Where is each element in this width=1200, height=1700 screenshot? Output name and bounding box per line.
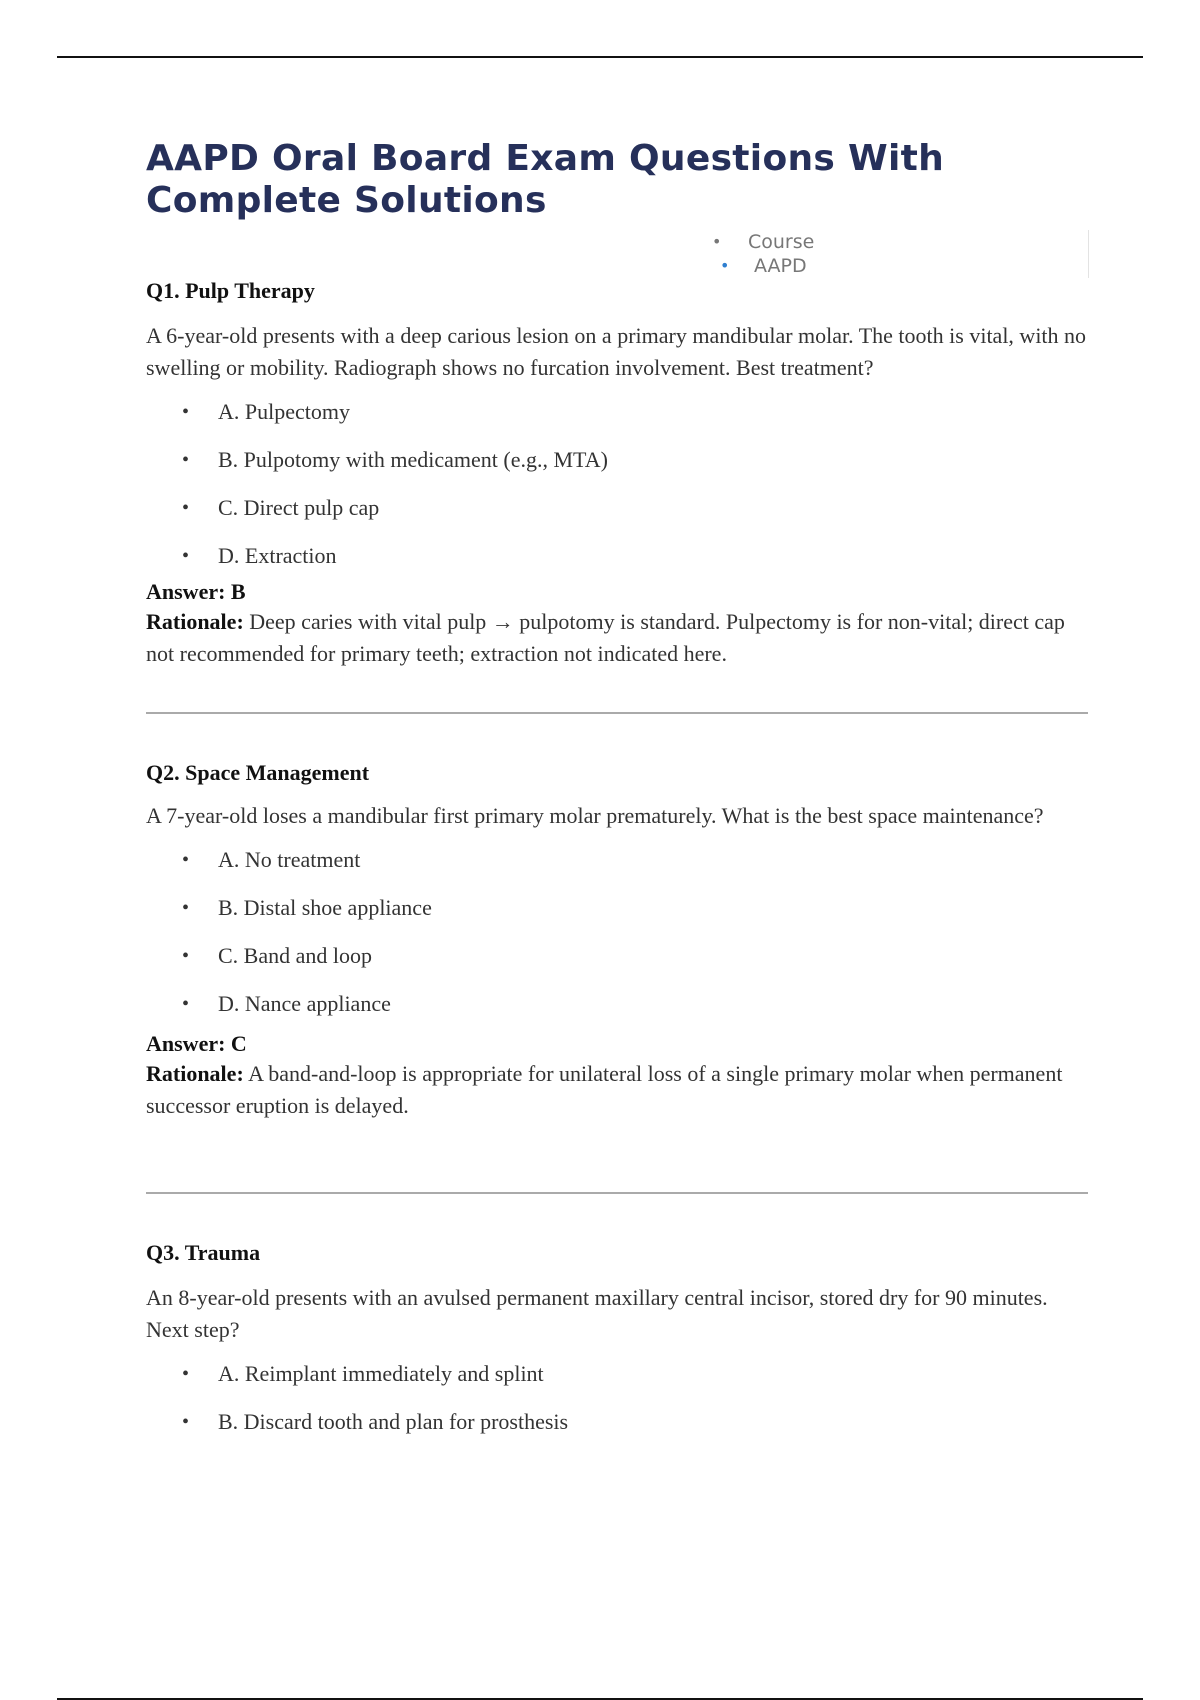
question-title: Q1. Pulp Therapy [146,278,315,303]
rationale-text: A band-and-loop is appropriate for unilateral loss of a single primary molar when permanent successor eruption is delayed. [146,1061,1063,1118]
question-title: Q2. Space Management [146,760,370,785]
page-title: AAPD Oral Board Exam Questions With Complete Solutions [146,138,945,221]
bullet-icon: • [182,1363,190,1385]
option-item: • A. Reimplant immediately and splint [182,1361,544,1386]
top-rule [57,56,1143,58]
bullet-icon: • [182,497,190,519]
bullet-icon: • [712,232,722,251]
answer: Answer: C [146,1031,247,1056]
document-body [146,138,1088,1434]
rationale-text: Deep caries with vital pulp → pulpotomy is standard. Pulpectomy is for non-vital; direct cap not recommended for primary teeth; extraction not indicated here. [146,609,1065,666]
bullet-icon: • [182,1411,190,1433]
answer: Answer: B [146,579,246,604]
question-1 [146,278,1088,670]
breadcrumb-item-aapd[interactable]: • AAPD [720,255,807,277]
question-text: A 7-year-old loses a mandibular first primary molar prematurely. What is the best space maintenance? [146,803,1044,828]
option-item: • C. Direct pulp cap [182,495,380,520]
option-item: • A. No treatment [182,847,361,872]
bullet-icon: • [182,401,190,423]
rationale [146,606,1088,670]
option-item: • D. Nance appliance [182,991,391,1016]
bullet-icon: • [182,545,190,567]
option-item: • B. Distal shoe appliance [182,895,432,920]
section-divider [146,712,1088,714]
option-item: • B. Discard tooth and plan for prosthesis [182,1409,569,1434]
rationale-label: Rationale: [146,1061,244,1086]
option-item: • D. Extraction [182,543,337,568]
option-item: • B. Pulpotomy with medicament (e.g., MTA) [182,447,608,472]
bullet-icon: • [182,849,190,871]
option-item: • A. Pulpectomy [182,399,350,424]
bullet-icon: • [182,897,190,919]
question-title: Q3. Trauma [146,1240,261,1265]
bullet-icon: • [182,945,190,967]
option-item: • C. Band and loop [182,943,372,968]
rationale [146,1058,1088,1122]
breadcrumb-divider [1088,230,1089,278]
rationale-label: Rationale: [146,609,244,634]
question-text: A 6-year-old presents with a deep carious lesion on a primary mandibular molar. The tooth is vital, with no swelling or mobility. Radiograph shows no furcation involvement. Best treatment? [146,323,1087,380]
bullet-icon: • [182,993,190,1015]
question-text: An 8-year-old presents with an avulsed permanent maxillary central incisor, stored dry for 90 minutes. Next step? [146,1285,1048,1342]
question-3 [146,1240,1088,1436]
breadcrumb [706,230,814,278]
bullet-icon: • [182,449,190,471]
breadcrumb-item-course[interactable]: • Course [712,231,815,253]
section-divider [146,1192,1088,1194]
bullet-icon: • [720,256,730,275]
question-2 [146,760,1088,1122]
